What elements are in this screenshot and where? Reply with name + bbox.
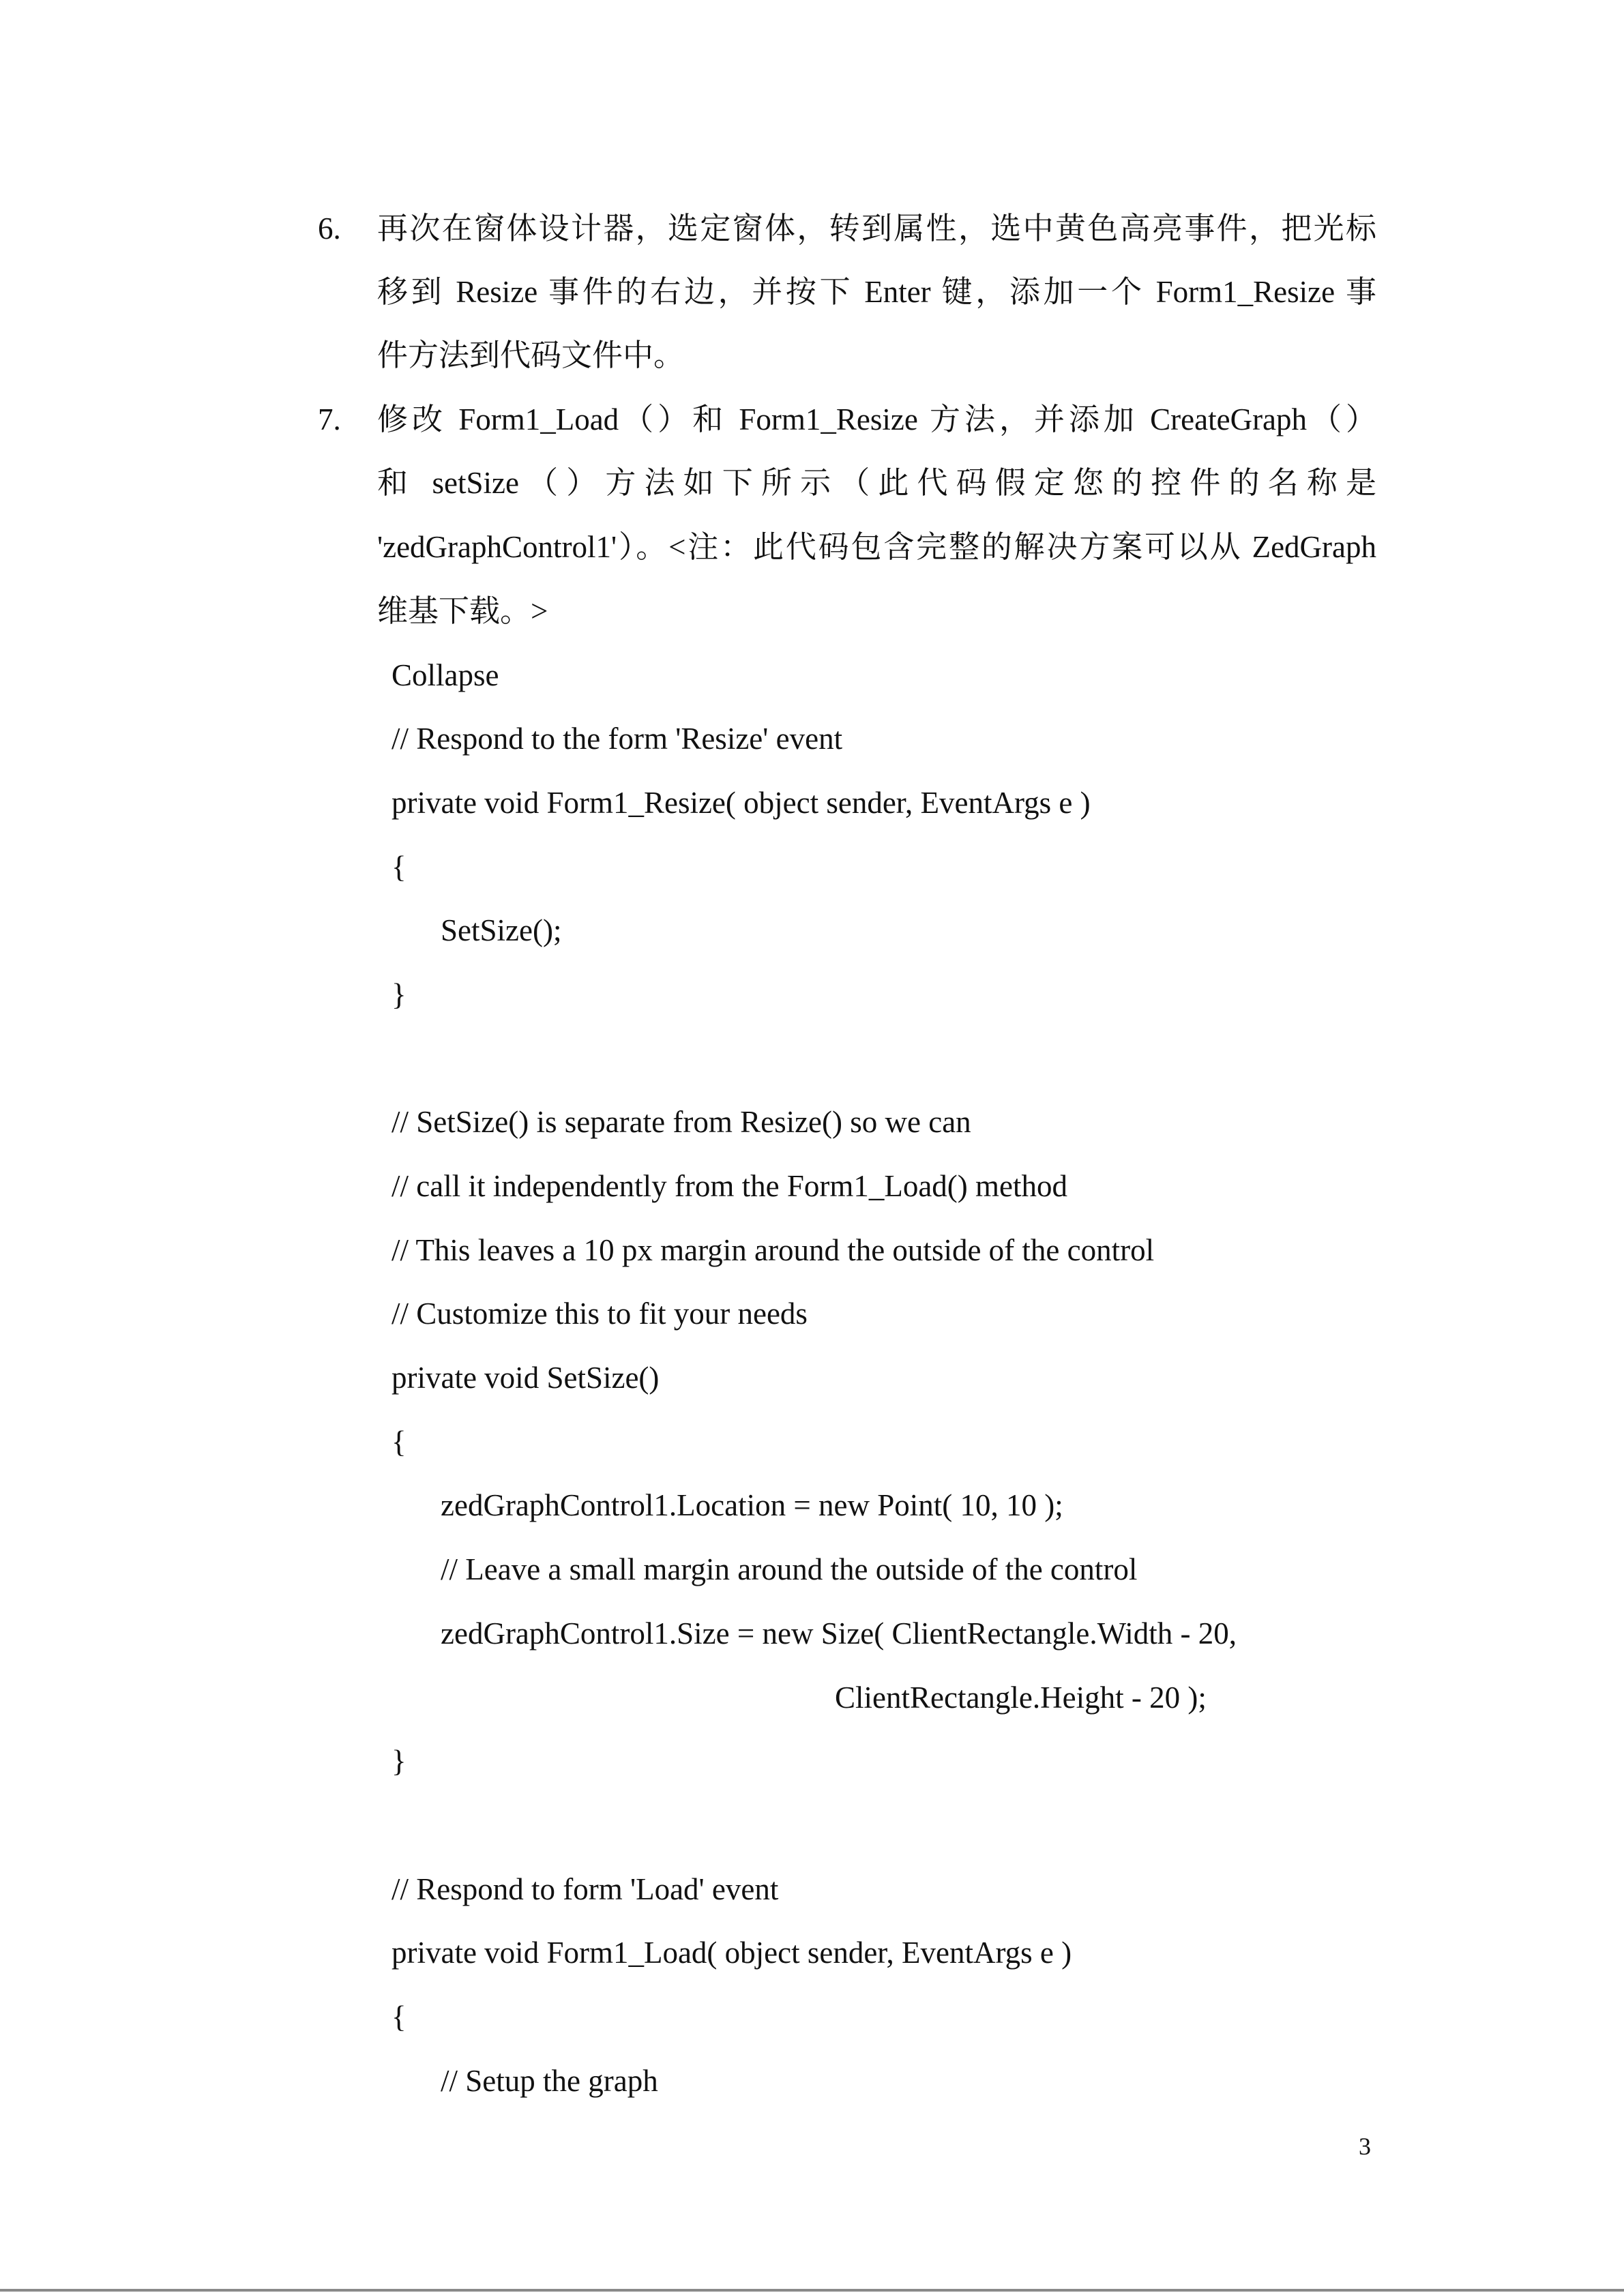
paragraph-line: 件方法到代码文件中。 <box>377 338 685 372</box>
paragraph-line: 移到 Resize 事件的右边，并按下 Enter 键，添加一个 Form1_Resize 事 <box>377 275 1376 309</box>
code-line: ClientRectangle.Height - 20 ); <box>835 1680 1207 1715</box>
code-line: { <box>392 2000 407 2034</box>
paragraph-line: 'zedGraphControl1'）。<注：此代码包含完整的解决方案可以从 ZedGraph <box>377 530 1376 564</box>
bottom-divider <box>0 2289 1624 2292</box>
code-line: private void Form1_Load( object sender, EventArgs e ) <box>392 1936 1072 1970</box>
code-line: zedGraphControl1.Location = new Point( 10, 10 ); <box>441 1488 1063 1522</box>
code-line: zedGraphControl1.Size = new Size( ClientRectangle.Width - 20, <box>441 1616 1237 1650</box>
collapse-label: Collapse <box>392 658 499 692</box>
paragraph-line: 修改 Form1_Load（）和 Form1_Resize 方法，并添加 CreateGraph（） <box>377 402 1376 436</box>
list-number: 6. <box>318 211 341 246</box>
code-line: // Setup the graph <box>441 2064 658 2098</box>
paragraph-line: 再次在窗体设计器，选定窗体，转到属性，选中黄色高亮事件，把光标 <box>377 211 1376 246</box>
code-line: { <box>392 850 407 884</box>
code-line: // call it independently from the Form1_Load() method <box>392 1169 1068 1203</box>
code-line: } <box>392 1744 407 1778</box>
paragraph-line: 和 setSize（）方法如下所示（此代码假定您的控件的名称是 <box>377 466 1376 500</box>
code-line: // This leaves a 10 px margin around the outside of the control <box>392 1233 1155 1267</box>
paragraph-line: 维基下载。> <box>377 594 548 628</box>
code-line: private void Form1_Resize( object sender, EventArgs e ) <box>392 786 1091 820</box>
code-line: // Respond to form 'Load' event <box>392 1872 779 1906</box>
code-line: { <box>392 1425 407 1459</box>
code-line: // Leave a small margin around the outside of the control <box>441 1552 1138 1586</box>
code-line: // Respond to the form 'Resize' event <box>392 722 843 756</box>
code-line: } <box>392 977 407 1011</box>
code-line: SetSize(); <box>441 913 562 947</box>
list-number: 7. <box>318 402 341 436</box>
page-number: 3 <box>1359 2133 1371 2160</box>
code-line: private void SetSize() <box>392 1361 660 1395</box>
code-line: // SetSize() is separate from Resize() so we can <box>392 1105 971 1139</box>
code-line: // Customize this to fit your needs <box>392 1297 808 1331</box>
